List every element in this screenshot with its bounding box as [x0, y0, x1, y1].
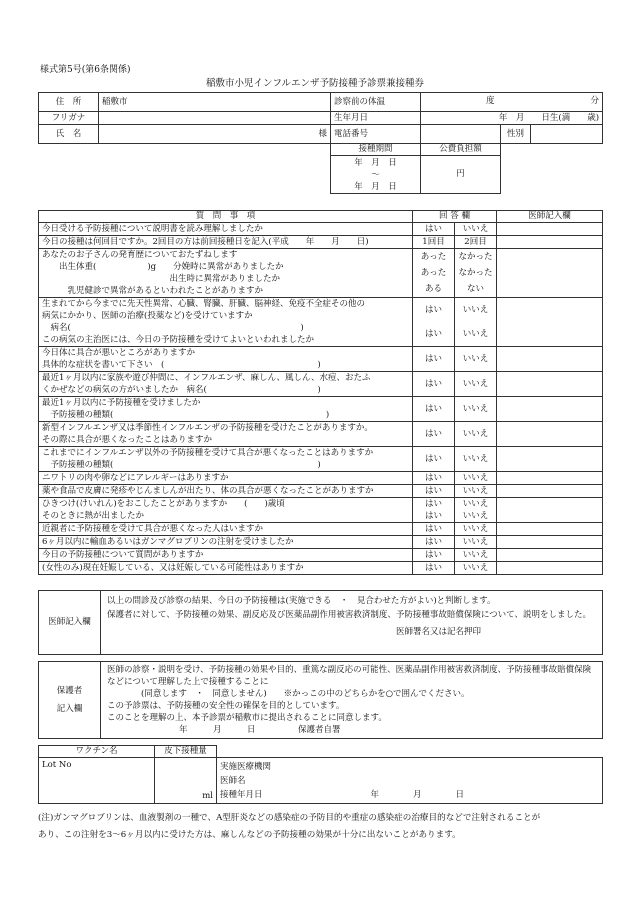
question-line: あなたのお子さんの発育歴についておたずねします — [42, 250, 238, 260]
answer-yes[interactable] — [413, 523, 455, 536]
answer-header: 回 答 欄 — [413, 211, 497, 223]
vaccine-doctor-name-field[interactable]: 医師名 — [220, 776, 246, 786]
answer-option[interactable]: いいえ — [462, 563, 489, 573]
answer-yes[interactable] — [413, 562, 455, 575]
doctor-note-cell[interactable] — [497, 347, 603, 372]
answer-option[interactable]: はい — [424, 499, 442, 509]
answer-no[interactable] — [455, 498, 497, 523]
address-label: 住 所 — [39, 93, 99, 112]
answer-option[interactable]: はい — [424, 524, 442, 534]
question-row — [39, 372, 603, 397]
answer-option[interactable]: いいえ — [462, 537, 489, 547]
answer-option[interactable]: いいえ — [462, 429, 489, 439]
answer-no[interactable] — [455, 549, 497, 562]
answer-no[interactable] — [455, 236, 497, 249]
doctor-note-cell[interactable] — [497, 549, 603, 562]
temp-label: 診察前の体温 — [331, 93, 421, 112]
dose-label: 皮下接種量 — [155, 746, 217, 758]
answer-option[interactable]: 1回目 — [422, 237, 445, 247]
answer-option[interactable]: なかった — [458, 268, 493, 278]
fee-field — [421, 156, 501, 194]
questions-table — [38, 210, 603, 575]
answer-yes[interactable] — [413, 236, 455, 249]
doctor-note-cell[interactable] — [497, 422, 603, 447]
answer-no[interactable] — [455, 397, 497, 422]
answer-no[interactable] — [455, 562, 497, 575]
doctor-explanation-line: 保護者に対して、予防接種の効果、副反応及び医薬品副作用被害救済制度、予防接種事故賠償保険について、説明をしました。 — [107, 610, 591, 620]
question-row — [39, 298, 603, 347]
answer-option[interactable]: はい — [424, 354, 442, 364]
honorific: 様 — [318, 128, 327, 139]
question-header: 質 問 事 項 — [39, 211, 413, 223]
question-row — [39, 236, 603, 249]
doctor-note-cell[interactable] — [497, 223, 603, 236]
answer-option[interactable]: はい — [424, 305, 442, 315]
question-row — [39, 447, 603, 472]
answer-option[interactable]: いいえ — [462, 454, 489, 464]
question-line: 予防接種の種類( ) — [42, 460, 321, 470]
period-tilde: ～ — [371, 169, 380, 180]
question-text — [39, 562, 413, 575]
answer-yes[interactable] — [413, 549, 455, 562]
question-line: 乳児健診で異常があるといわれたことがありますか — [42, 286, 264, 296]
doctor-note-cell[interactable] — [497, 249, 603, 298]
doctor-note-cell[interactable] — [497, 397, 603, 422]
page-title: 稲敷市小児インフルエンザ予防接種予診票兼接種券 — [205, 78, 425, 89]
temp-unit-degree: 度 — [486, 96, 495, 106]
question-line: くかぜなどの病気の方がいましたか 病名( ) — [42, 385, 321, 395]
vaccination-date-value: 年 月 日 — [370, 790, 465, 800]
birth-field[interactable]: 年 月 日生(満 歳) — [421, 112, 603, 125]
header-table — [38, 92, 603, 194]
answer-option[interactable]: はい — [424, 473, 442, 483]
answer-option[interactable]: はい — [424, 511, 442, 521]
lot-number-label: Lot No — [42, 760, 72, 770]
answer-no[interactable] — [455, 485, 497, 498]
doctor-signature-field[interactable]: 医師署名又は記名押印 — [395, 627, 481, 637]
answer-no[interactable] — [455, 422, 497, 447]
question-row — [39, 536, 603, 549]
footnote-line-2: あり、この注射を3～6ヶ月以内に受けた方は、麻しんなどの予防接種の効果が十分に出ないことがあります。 — [38, 830, 461, 840]
answer-yes[interactable] — [413, 249, 455, 298]
fee-label: 公費負担額 — [421, 144, 501, 156]
answer-no[interactable] — [455, 472, 497, 485]
answer-option[interactable]: ない — [466, 284, 484, 294]
doctor-section-label: 医師記入欄 — [39, 591, 101, 655]
answer-option[interactable]: 2回目 — [464, 237, 487, 247]
guardian-consent-choice[interactable]: (同意します ・ 同意しません) ※かっこの中のどちらかを○で囲んでください。 — [107, 689, 470, 699]
doctor-column-header: 医師記入欄 — [497, 211, 603, 223]
doctor-note-cell[interactable] — [497, 298, 603, 347]
question-line: 最近1ヶ月以内に家族や遊び仲間に、インフルエンザ、麻しん、風しん、水痘、おたふ — [42, 373, 371, 383]
question-line: 今日受ける予防接種について説明書を読み理解しましたか — [42, 224, 263, 234]
doctor-note-cell[interactable] — [497, 447, 603, 472]
question-row — [39, 223, 603, 236]
answer-no[interactable] — [455, 523, 497, 536]
question-text — [39, 422, 413, 447]
answer-option[interactable]: はい — [424, 329, 442, 339]
answer-yes[interactable] — [413, 397, 455, 422]
answer-yes[interactable] — [413, 485, 455, 498]
answer-option[interactable]: ある — [424, 284, 442, 294]
question-line: 病名( ) — [42, 323, 304, 333]
vaccine-section — [38, 745, 603, 804]
answer-yes[interactable] — [413, 536, 455, 549]
answer-option[interactable]: はい — [424, 224, 442, 234]
question-line: 出生体重( )g 分娩時に異常がありましたか — [42, 262, 284, 272]
answer-option[interactable]: なかった — [458, 252, 493, 262]
period-field[interactable] — [331, 156, 421, 194]
guardian-purpose-text: この予診票は、予防接種の安全性の確保を目的としています。 — [107, 701, 345, 711]
question-text — [39, 549, 413, 562]
name-field[interactable] — [99, 125, 331, 144]
answer-option[interactable]: いいえ — [462, 329, 489, 339]
question-text — [39, 485, 413, 498]
answer-yes[interactable] — [413, 223, 455, 236]
period-to: 年 月 日 — [354, 181, 397, 192]
guardian-section — [38, 661, 603, 739]
birth-label: 生年月日 — [331, 112, 421, 125]
question-line: 今日の接種は何回目ですか。2回目の方は前回接種日を記入(平成 年 月 日) — [42, 237, 369, 247]
question-line: 今日の予防接種について質問がありますか — [42, 550, 204, 560]
form-number: 様式第5号(第6条関係) — [40, 65, 131, 75]
answer-option[interactable]: はい — [424, 454, 442, 464]
question-line: この病気の主治医には、今日の予防接種を受けてよいといわれましたか — [42, 335, 315, 345]
question-line: 今日体に具合が悪いところがありますか — [42, 348, 196, 358]
answer-option[interactable]: いいえ — [462, 404, 489, 414]
answer-option[interactable]: いいえ — [462, 305, 489, 315]
question-line: 最近1ヶ月以内に予防接種を受けましたか — [42, 398, 201, 408]
question-text — [39, 397, 413, 422]
guardian-label-1: 保護者 — [56, 686, 83, 696]
answer-option[interactable]: はい — [424, 537, 442, 547]
vaccine-name-label: ワクチン名 — [39, 746, 155, 758]
answer-option[interactable]: いいえ — [462, 486, 489, 496]
answer-no[interactable] — [455, 372, 497, 397]
period-label: 接種期間 — [331, 144, 421, 156]
answer-option[interactable]: いいえ — [462, 511, 489, 521]
question-line: 予防接種の種類( ) — [42, 410, 330, 420]
doctor-note-cell[interactable] — [497, 472, 603, 485]
question-line: 近親者に予防接種を受けて具合が悪くなった人はいますか — [42, 524, 264, 534]
question-row — [39, 422, 603, 447]
doctor-note-cell[interactable] — [497, 498, 603, 523]
fee-unit: 円 — [456, 169, 465, 180]
vaccination-date-field[interactable] — [220, 788, 599, 802]
question-text — [39, 472, 413, 485]
answer-option[interactable]: いいえ — [462, 499, 489, 509]
question-row — [39, 562, 603, 575]
question-line: 具体的な症状を書いて下さい ( ) — [42, 360, 321, 370]
question-line: (女性のみ)現在妊娠している、又は妊娠している可能性はありますか — [42, 563, 304, 573]
doctor-section — [38, 590, 603, 655]
answer-yes[interactable] — [413, 422, 455, 447]
answer-no[interactable] — [455, 223, 497, 236]
question-text — [39, 536, 413, 549]
question-line: 薬や食品で皮膚に発疹やじんましんが出たり、体の具合が悪くなったことがありますか — [42, 486, 374, 496]
answer-option[interactable]: いいえ — [462, 550, 489, 560]
lot-number-field[interactable] — [39, 758, 155, 804]
answer-option[interactable]: はい — [424, 379, 442, 389]
doctor-note-cell[interactable] — [497, 536, 603, 549]
answer-option[interactable]: はい — [424, 429, 442, 439]
question-text — [39, 249, 413, 298]
answer-yes[interactable] — [413, 372, 455, 397]
doctor-judgment-line[interactable]: 以上の問診及び診察の結果、今日の予防接種は(実施できる ・ 見合わせた方がよい)と判断します。 — [107, 596, 496, 606]
question-text — [39, 498, 413, 523]
question-line: 新型インフルエンザ又は季節性インフルエンザの予防接種を受けたことがありますか。 — [42, 423, 373, 433]
answer-no[interactable] — [455, 347, 497, 372]
question-line: 生まれてから今までに先天性異常、心臓、腎臓、肝臓、脳神経、免疫不全症その他の — [42, 299, 366, 309]
answer-yes[interactable] — [413, 447, 455, 472]
question-text — [39, 347, 413, 372]
answer-option[interactable]: いいえ — [462, 224, 489, 234]
question-text — [39, 447, 413, 472]
answer-option[interactable]: はい — [424, 404, 442, 414]
footnote-line-1: (注)ガンマグロブリンは、血液製剤の一種で、A型肝炎などの感染症の予防目的や重症の感染症の治療目的などで注射されることが — [38, 813, 541, 823]
guardian-consent-text: 医師の診察・説明を受け、予防接種の効果や目的、重篤な副反応の可能性、医薬品副作用被害救済制度、予防接種事故賠償保険などについて理解した上で接種することに — [107, 665, 592, 687]
furigana-field[interactable] — [99, 112, 331, 125]
facility-field[interactable]: 実施医療機関 — [220, 762, 272, 772]
question-text — [39, 223, 413, 236]
answer-option[interactable]: はい — [424, 486, 442, 496]
answer-option[interactable]: いいえ — [462, 379, 489, 389]
temp-unit-minute: 分 — [590, 96, 600, 106]
doctor-note-cell[interactable] — [497, 372, 603, 397]
period-from: 年 月 日 — [354, 157, 397, 168]
name-label: 氏 名 — [39, 125, 99, 144]
answer-no[interactable] — [455, 447, 497, 472]
temperature-field[interactable] — [421, 93, 603, 112]
answer-yes[interactable] — [413, 498, 455, 523]
doctor-note-cell[interactable] — [497, 485, 603, 498]
guardian-agreement-text: このことを理解の上、本予診票が稲敷市に提出されることに同意します。 — [107, 713, 387, 723]
answer-option[interactable]: いいえ — [462, 354, 489, 364]
question-row — [39, 249, 603, 298]
question-row — [39, 472, 603, 485]
doctor-note-cell[interactable] — [497, 523, 603, 536]
vaccination-date-label: 接種年月日 — [220, 790, 263, 800]
footnote — [38, 810, 604, 844]
question-line: ニワトリの肉や卵などにアレルギーはありますか — [42, 473, 229, 483]
question-line: 6ヶ月以内に輸血あるいはガンマグロブリンの注射を受けましたか — [42, 537, 294, 547]
answer-no[interactable] — [455, 298, 497, 347]
question-text — [39, 236, 413, 249]
answer-option[interactable]: はい — [424, 563, 442, 573]
phone-field[interactable] — [421, 125, 501, 144]
answer-option[interactable]: いいえ — [462, 473, 489, 483]
question-row — [39, 485, 603, 498]
answer-yes[interactable] — [413, 347, 455, 372]
answer-option[interactable]: あった — [420, 268, 447, 278]
dose-field[interactable] — [155, 758, 217, 804]
question-row — [39, 549, 603, 562]
question-row — [39, 498, 603, 523]
sex-field[interactable] — [531, 125, 603, 144]
address-field[interactable]: 稲敷市 — [99, 93, 331, 112]
question-line: そのときに熱が出ましたか — [42, 511, 145, 521]
question-line: ひきつけ(けいれん)をおこしたことがありますか ( )歳頃 — [42, 499, 285, 509]
answer-option[interactable]: いいえ — [462, 524, 489, 534]
guardian-signature-field[interactable]: 年 月 日 保護者自署 — [179, 725, 341, 735]
question-row — [39, 347, 603, 372]
answer-no[interactable] — [455, 249, 497, 298]
question-line: 病気にかかり、医師の治療(投薬など)を受けていますか — [42, 311, 253, 321]
answer-yes[interactable] — [413, 472, 455, 485]
furigana-label: フリガナ — [39, 112, 99, 125]
doctor-note-cell[interactable] — [497, 562, 603, 575]
answer-no[interactable] — [455, 536, 497, 549]
sex-label: 性別 — [501, 125, 531, 144]
question-text — [39, 372, 413, 397]
question-text — [39, 523, 413, 536]
dose-unit: ml — [202, 790, 213, 801]
question-line: その際に具合が悪くなったことはありますか — [42, 435, 213, 445]
question-line: これまでにインフルエンザ以外の予防接種を受けて具合が悪くなったことはありますか — [42, 448, 374, 458]
guardian-label-2: 記入欄 — [56, 704, 83, 714]
question-row — [39, 397, 603, 422]
answer-yes[interactable] — [413, 298, 455, 347]
phone-label: 電話番号 — [331, 125, 421, 144]
question-row — [39, 523, 603, 536]
question-line: 出生時に異常がありましたか — [42, 274, 281, 284]
question-text — [39, 298, 413, 347]
doctor-note-cell[interactable] — [497, 236, 603, 249]
answer-option[interactable]: あった — [420, 252, 447, 262]
answer-option[interactable]: はい — [424, 550, 442, 560]
